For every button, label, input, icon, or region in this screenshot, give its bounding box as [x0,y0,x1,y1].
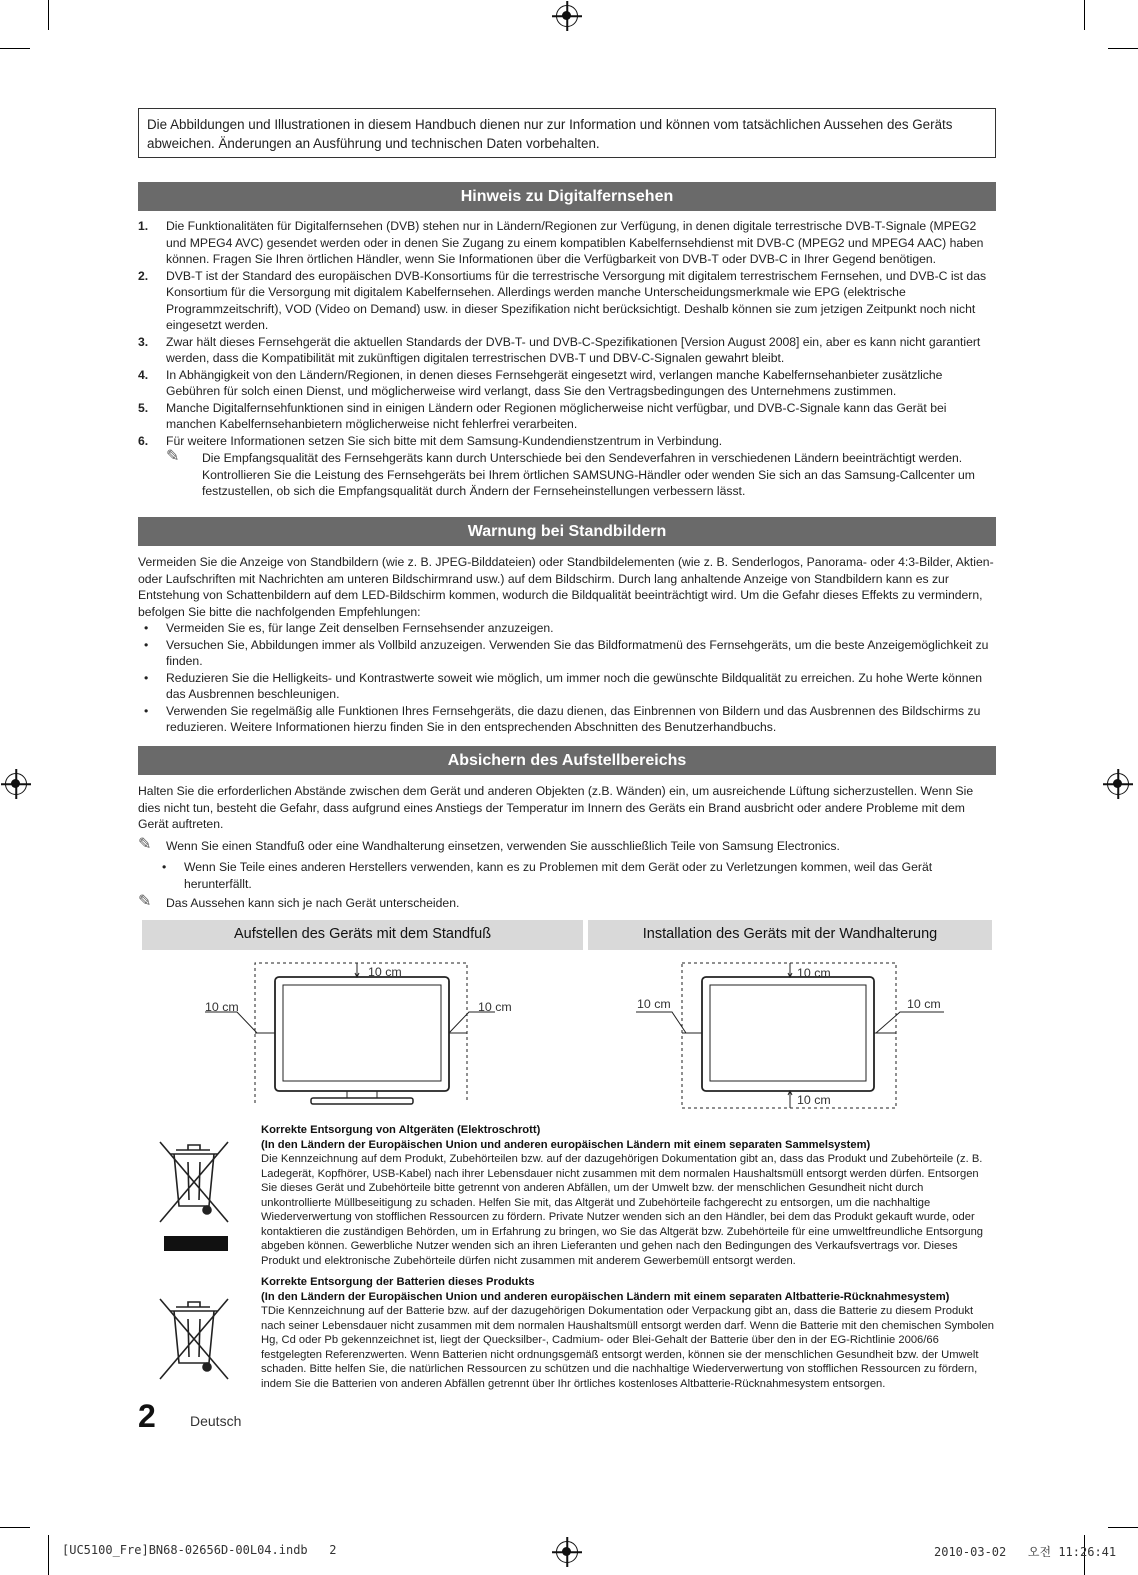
still-image-intro: Vermeiden Sie die Anzeige von Standbildern (wie z. B. JPEG-Bilddateien) oder Standbildelementen (wie z. B. Senderlogos, Panorama- oder 4:3-Bilder, Aktien- oder Laufschriften mit Nachrichten am unteren Bildschirmrand usw.) auf dem Bildschirm. Durch lang anhaltende Anzeige von Standbildern kann es zur Entstehung von Schattenbildern auf dem LED-Bildschirm kommen, wodurch die Bildqualität beeinträchtigt wird. Um die Gefahr dieses Effekts zu vermindern, befolgen Sie bitte die nachfolgenden Empfehlungen: [138,555,994,619]
list-item [138,400,998,433]
battery-disposal-block [261,1275,996,1391]
list-item: • Versuchen Sie, Abbildungen immer als Vollbild anzuzeigen. Verwenden Sie das Bildformatmenü des Fernsehgeräts, um die beste Anzeigemöglichkeit zu finden. [138,637,998,670]
item-number: 1. [138,219,149,233]
wall-mount-heading: Installation des Geräts mit der Wandhalterung [588,920,992,950]
digital-tv-list [138,218,998,500]
item-number: 5. [138,400,149,415]
right-leader-line [876,1012,944,1033]
list-item [138,334,998,367]
clearance-label-bottom: 10 cm [797,1093,831,1107]
item-text: Für weitere Informationen setzen Sie sich bitte mit dem Samsung-Kundendienstzentrum in Verbindung. [166,433,723,448]
appearance-note [138,895,998,912]
section-heading-digital-tv: Hinweis zu Digitalfernsehen [138,182,996,211]
battery-subtitle: (In den Ländern der Europäischen Union und anderen europäischen Ländern mit einem separaten Altbatterie-Rücknahmesystem) [261,1290,950,1303]
item-text: Die Funktionalitäten für Digitalfernsehen (DVB) stehen nur in Ländern/Regionen zur Verfügung, in denen digitale terrestrische DVB-T-Signale (MPEG2 und MPEG4 AVC) gesendet werden oder in denen Sie Zugang zu einem kompatiblen Kabelfernsehdienst mit DVB-C (MPEG2 und MPEG4 AAC) haben können. Fragen Sie Ihren örtlichen Händler, wenn Sie Informationen über die Verfügbarkeit von DVB-T oder DVB-C in Ihrer Gegend benötigen. [166,219,984,266]
note-text: Wenn Sie einen Standfuß oder eine Wandhalterung einsetzen, verwenden Sie ausschließlich Teile von Samsung Electronics. [166,838,840,853]
clearance-label-right: 10 cm [907,997,941,1011]
registration-mark-icon [5,773,27,795]
stand-install-heading: Aufstellen des Geräts mit dem Standfuß [142,920,583,950]
item-number: 2. [138,268,149,283]
list-item [138,367,998,400]
black-bar-icon [164,1236,228,1251]
stand-clearance-diagram [195,955,535,1115]
list-item: • Reduzieren Sie die Helligkeits- und Kontrastwerte soweit wie möglich, um immer noch die gewünschte Bildqualität zu erreichen. Zu hohe Werte können das Ausbrennen beschleunigen. [138,670,998,703]
pencil-note-icon: ✎ [138,893,152,910]
clearance-outline [255,963,467,1103]
clearance-label-left: 10 cm [205,1000,239,1014]
item-number: 4. [138,367,149,382]
battery-text: TDie Kennzeichnung auf der Batterie bzw. auf der dazugehörigen Dokumentation oder Verpackung gibt an, dass die Batterie zu diesem Produkt nach seiner Lebensdauer nicht zusammen mit dem normalen Haushaltsmüll entsorgt werden darf. Wenn die Batterie mit den chemischen Symbolen Hg, Cd oder Pb gekennzeichnet ist, liegt der Quecksilber-, Cadmium- oder Blei-Gehalt der Batterie über den in der EG-Richtlinie 2006/66 festgelegten Referenzwerten. Wenn Batterien nicht ordnungsgemäß entsorgt werden, können sie der menschlichen Gesundheit bzw. der Umwelt schaden. Bitte helfen Sie, die natürlichen Ressourcen zu schützen und die nachhaltige Wiederverwertung von stofflichen Ressourcen zu fördern, indem Sie die Batterien von anderen Abfällen getrennt über Ihr örtliches kostenloses Altbatterie-Rücknahmesystem entsorgen. [261,1305,994,1390]
registration-mark-icon [1107,773,1129,795]
print-file-slug: [UC5100_Fre]BN68-02656D-00L04.indb 2 [62,1543,337,1557]
list-item: • Verwenden Sie regelmäßig alle Funktionen Ihres Fernsehgeräts, die dazu dienen, das Einbrennen von Bildern und das Ausbrennen des Bildschirms zu reduzieren. Weitere Informationen hierzu finden Sie in den entsprechenden Abschnitten des Benutzerhandbuchs. [138,703,998,736]
note-item [138,450,998,500]
weee-text: Die Kennzeichnung auf dem Produkt, Zubehörteilen bzw. auf der dazugehörigen Dokumentation gibt an, dass das Produkt und Zubehörteile (z. B. Ladegerät, Kopfhörer, USB-Kabel) nach ihrer Lebensdauer nicht zusammen mit dem normalen Haushaltsmüll entsorgt werden dürfen. Entsorgen Sie dieses Gerät und Zubehörteile bitte getrennt von anderen Abfällen, um der Umwelt bzw. der menschlichen Gesundheit nicht durch unkontrollierte Müllbeseitigung zu schaden. Helfen Sie mit, das Altgerät und Zubehörteile fachgerecht zu entsorgen, um die nachhaltige Wiederverwertung von stofflichen Ressourcen zu fördern. Private Nutzer wenden sich an den Händler, bei dem das Produkt gekauft wurde, oder kontaktieren die zuständigen Behörden, um in Erfahrung zu bringen, wo Sie das Altgerät bzw. Zubehörteile für eine umweltfreundliche Entsorgung abgeben können. Gewerbliche Nutzer wenden sich an ihren Lieferanten und gehen nach den Bedingungen des Verkaufsvertrags vor. Dieses Produkt und elektronische Zubehörteile dürfen nicht zusammen mit anderem Gewerbemüll entsorgt werden. [261,1153,984,1267]
crop-mark [0,48,30,49]
crossed-bin-icon [152,1136,236,1256]
left-leader-line [636,1012,686,1033]
section-heading-installation: Absichern des Aufstellbereichs [138,746,996,775]
clearance-label-top: 10 cm [368,965,402,979]
list-item [138,433,998,450]
item-text: DVB-T ist der Standard des europäischen DVB-Konsortiums für die terrestrische Versorgung mit digitalem terrestrischem Fernsehen, und DVB-C ist das Konsortium für die Versorgung mit digitalem Kabelfernsehen. Allerdings werden manche Unterscheidungsmerkmale wie EPG (elektrische Programmzeitschrift), VOD (Video on Demand) usw. in dieser Spezifikation nicht berücksichtigt. Deshalb können sie zum jetzigen Zeitpunkt noch nicht eingesetzt werden. [166,268,987,332]
crop-mark [1084,0,1085,30]
clearance-label-left: 10 cm [637,997,671,1011]
item-number: 3. [138,334,149,349]
tv-stand-icon [311,1098,413,1104]
clearance-label-top: 10 cm [797,966,831,980]
list-item: • Wenn Sie Teile eines anderen Herstellers verwenden, kann es zu Problemen mit dem Gerät oder zu Verletzungen kommen, weil das Gerät herunterfällt. [156,859,966,892]
page-number: 2 [138,1398,156,1434]
parts-subbullets [156,859,966,892]
disclaimer-box: Die Abbildungen und Illustrationen in diesem Handbuch dienen nur zur Information und können vom tatsächlichen Aussehen des Geräts abweichen. Änderungen an Ausführung und technischen Daten vorbehalten. [138,108,996,158]
item-text: Manche Digitalfernsehfunktionen sind in einigen Ländern oder Regionen möglicherweise nicht verfügbar, und DVB-C-Signale kann das Gerät bei manchen Kabelfernsehanbietern möglicherweise nicht fehlerfrei verarbeiten. [166,400,947,431]
still-image-bullets [138,620,998,736]
installation-intro: Halten Sie die erforderlichen Abstände zwischen dem Gerät und anderen Objekten (z.B. Wänden) ein, um ausreichende Lüftung sicherzustellen. Wenn Sie dies nicht tun, besteht die Gefahr, dass aufgrund eines Anstiegs der Temperatur im Innern des Geräts ein Brand ausbricht oder andere Probleme mit dem Gerät auftreten. [138,784,974,831]
note-text: Die Empfangsqualität des Fernsehgeräts kann durch Unterschiede bei den Sendeverfahren in verschiedenen Ländern beeinträchtigt werden. Kontrollieren Sie die Leistung des Fernsehgeräts bei Ihrem örtlichen SAMSUNG-Händler oder wenden Sie sich an das Samsung-Callcenter um festzustellen, ob sich die Empfangsqualität durch Ändern der Fernseheinstellungen verbessern lässt. [202,451,975,498]
tv-screen-icon [283,985,441,1081]
list-item [138,268,998,334]
section-heading-still-image: Warnung bei Standbildern [138,517,996,546]
page-language: Deutsch [190,1413,242,1429]
battery-title: Korrekte Entsorgung der Batterien dieses Produkts [261,1276,535,1288]
crop-mark [1108,48,1138,49]
note-text: Das Aussehen kann sich je nach Gerät unterscheiden. [166,896,460,910]
crossed-battery-bin-icon [152,1293,236,1393]
tv-frame-icon [275,977,449,1091]
installation-content [138,783,998,912]
wall-clearance-diagram [630,955,950,1115]
tv-screen-icon [710,985,866,1081]
tv-frame-icon [702,977,874,1091]
weee-subtitle: (In den Ländern der Europäischen Union und anderen europäischen Ländern mit einem separaten Sammelsystem) [261,1138,871,1151]
crop-mark [1108,1527,1138,1528]
clearance-label-right: 10 cm [478,1000,512,1014]
registration-mark-icon [556,1541,578,1563]
crop-mark [48,0,49,30]
crop-mark [0,1527,30,1528]
right-leader-line [449,1012,495,1033]
registration-mark-icon [556,5,578,27]
item-text: Zwar hält dieses Fernsehgerät die aktuellen Standards der DVB-T- und DVB-C-Spezifikationen [Version August 2008] ein, aber es kann nicht garantiert werden, dass die Kompatibilität mit zukünftigen digitalen terrestrischen DVB-T und DBV-C-Signalen gewahrt bleibt. [166,334,981,365]
list-item: • Vermeiden Sie es, für lange Zeit denselben Fernsehsender anzuzeigen. [138,620,998,637]
item-text: In Abhängigkeit von den Ländern/Regionen, in denen dieses Fernsehgerät eingesetzt wird, verlangen manche Kabelfernsehanbieter zusätzliche Gebühren für solch einen Dienst, und möglicherweise wird verlangt, dass Sie den Vertragsbedingungen des Unternehmens zustimmen. [166,367,943,398]
pencil-note-icon: ✎ [166,448,180,465]
crop-mark [48,1535,49,1575]
weee-title: Korrekte Entsorgung von Altgeräten (Elektroschrott) [261,1124,541,1136]
reception-note [166,450,998,500]
parts-note [138,835,998,855]
left-leader-line [205,1012,257,1033]
item-number: 6. [138,433,149,448]
print-date-slug: 2010-03-02 오전 11:26:41 [934,1545,1117,1559]
list-item [138,218,998,268]
pencil-note-icon: ✎ [138,835,152,853]
weee-disposal-block [261,1123,996,1268]
still-image-content [138,554,998,736]
